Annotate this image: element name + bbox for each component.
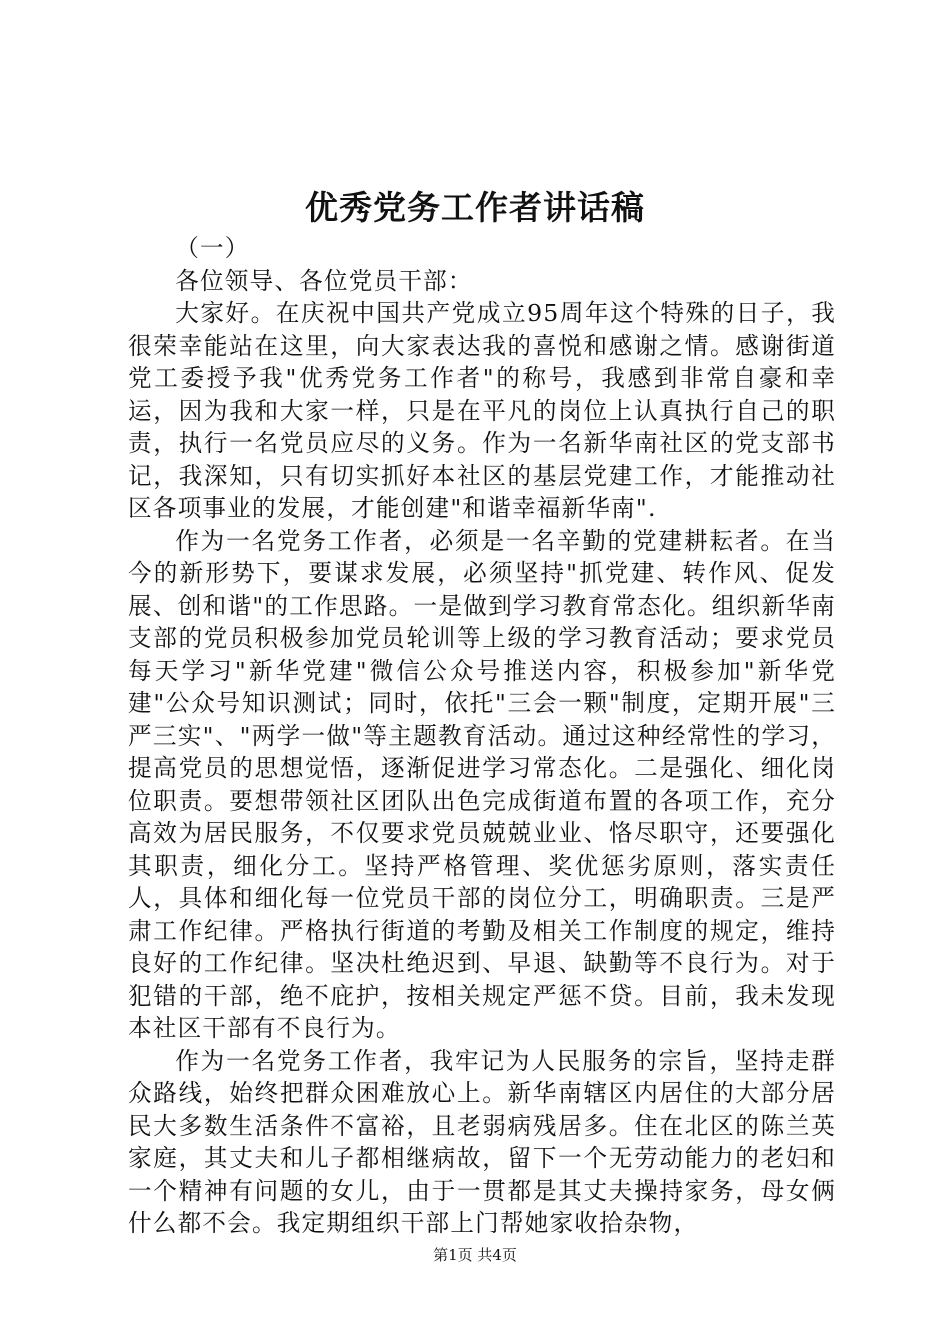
document-title: 优秀党务工作者讲话稿 [305,188,645,227]
page-footer: 第1页 共4页 [433,1246,517,1264]
salutation: 各位领导、各位党员干部： [175,266,473,295]
section-marker: （一） [175,234,250,262]
paragraph: 作为一名党务工作者，必须是一名辛勤的党建耕耘者。在当今的新形势下，要谋求发展，必须坚持"抓党建、转作风、促发展、创和谐"的工作思路。一是做到学习教育常态化。组织新华南支部的党员积极参加党员轮训等上级的学习教育活动；要求党员每天学习"新华党建"微信公众号推送内容，积极参加"新华党建"公众号知识测试；同时，依托"三会一颗"制度，定期开展"三严三实"、"两学一做"等主题教育活动。通过这种经常性的学习，提高党员的思想觉悟，逐渐促进学习常态化。二是强化、细化岗位职责。要想带领社区团队出色完成街道布置的各项工作，充分高效为居民服务，不仅要求党员兢兢业业、恪尽职守，还要强化其职责，细化分工。坚持严格管理、奖优惩劣原则，落实责任人，具体和细化每一位党员干部的岗位分工，明确职责。三是严肃工作纪律。严格执行街道的考勤及相关工作制度的规定，维持良好的工作纪律。坚决杜绝迟到、早退、缺勤等不良行为。对于犯错的干部，绝不庇护，按相关规定严惩不贷。目前，我未发现本社区干部有不良行为。 [128,526,836,1042]
paragraph: 作为一名党务工作者，我牢记为人民服务的宗旨，坚持走群众路线，始终把群众困难放心上。新华南辖区内居住的大部分居民大多数生活条件不富裕，且老弱病残居多。住在北区的陈兰英家庭，其丈夫和儿子都相继病故，留下一个无劳动能力的老妇和一个精神有问题的女儿，由于一贯都是其丈夫操持家务，母女俩什么都不会。我定期组织干部上门帮她家收拾杂物， [128,1046,836,1237]
document-body [128,232,836,1240]
paragraph: 大家好。在庆祝中国共产党成立95周年这个特殊的日子，我很荣幸能站在这里，向大家表达我的喜悦和感谢之情。感谢街道党工委授予我"优秀党务工作者"的称号，我感到非常自豪和幸运，因为我和大家一样，只是在平凡的岗位上认真执行自己的职责，执行一名党员应尽的义务。作为一名新华南社区的党支部书记，我深知，只有切实抓好本社区的基层党建工作，才能推动社区各项事业的发展，才能创建"和谐幸福新华南". [128,299,836,522]
